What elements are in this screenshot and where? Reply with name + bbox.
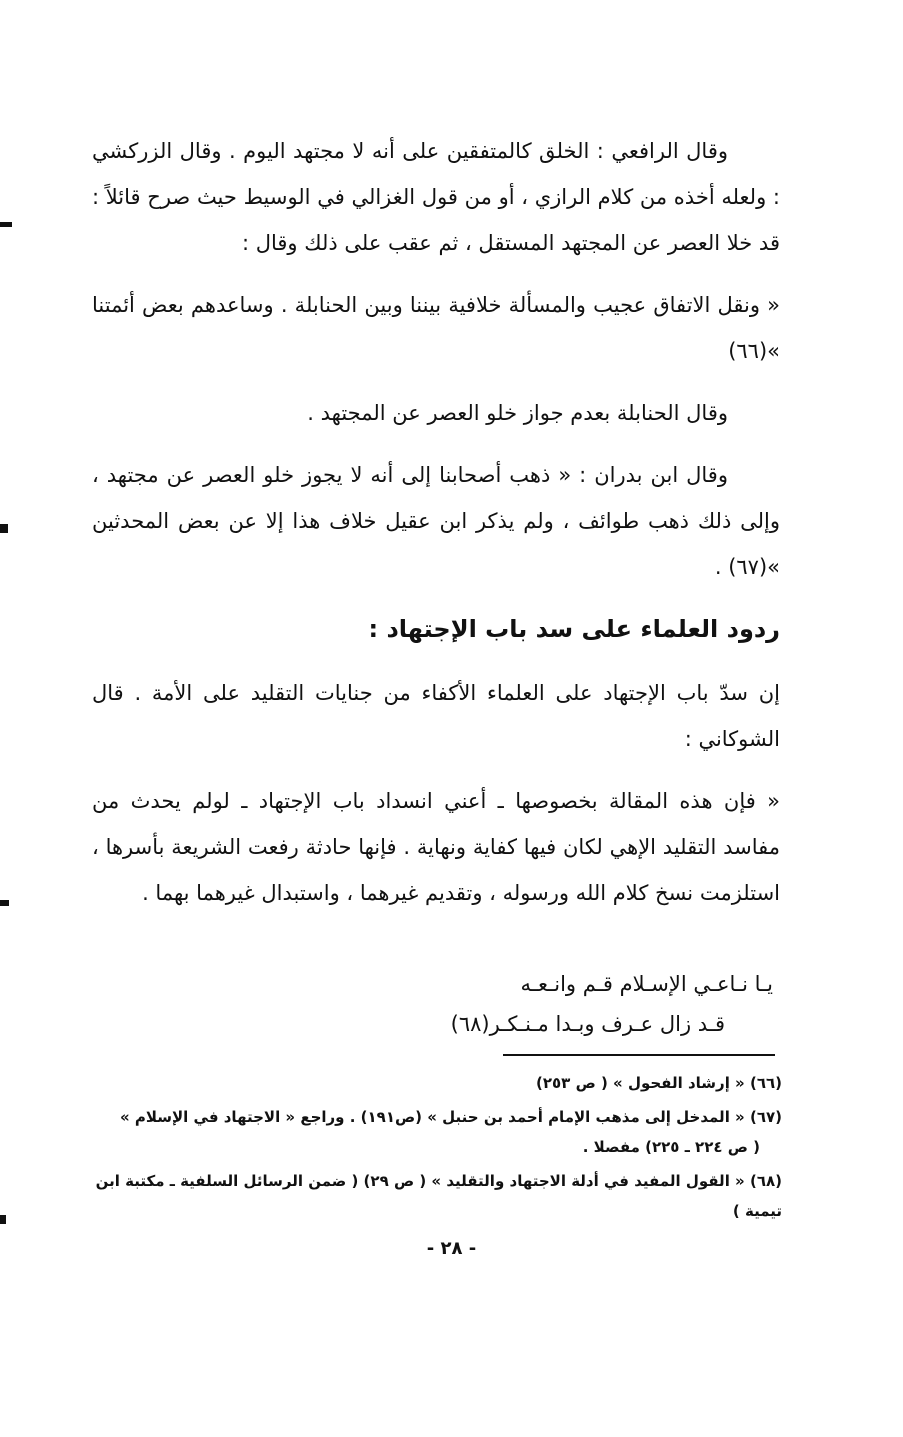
footnote-68: (٦٨) « القول المفيد في أدلة الاجتهاد والتقليد » ( ص ٢٩) ( ضمن الرسائل السلفية ـ مكتبة ابن تيمية ): [95, 1172, 782, 1220]
footnote-67: (٦٧) « المدخل إلى مذهب الإمام أحمد بن حنبل » (ص١٩١) . وراجع « الاجتهاد في الإسلام »: [119, 1108, 782, 1126]
footnote-divider: [503, 1054, 775, 1056]
verse-line-1: يـا نـاعـي الإسـلام قـم وانـعـه: [520, 972, 773, 996]
paragraph-rafii: وقال الرافعي : الخلق كالمتفقين على أنه لا مجتهد اليوم . وقال الزركشي : ولعله أخذه من كلام الرازي ، أو من قول الغزالي في الوسيط حيث صرح قائلاً : قد خلا العصر عن المجتهد المستقل ، ثم عقب على ذلك وقال :: [92, 139, 780, 255]
main-text: [92, 128, 780, 932]
quote-ittifaq: « ونقل الاتفاق عجيب والمسألة خلافية بيننا وبين الحنابلة . وساعدهم بعض أئمتنا »(٦٦): [92, 293, 780, 363]
verse-line-2: قـد زال عـرف وبـدا مـنـكـر(٦٨): [450, 1012, 725, 1036]
paragraph-ibn-badran: وقال ابن بدران : « ذهب أصحابنا إلى أنه لا يجوز خلو العصر عن مجتهد ، وإلى ذلك ذهب طوائف ، ولم يذكر ابن عقيل خلاف هذا إلا عن بعض المحدثين »(٦٧) .: [92, 463, 780, 579]
footnotes: [92, 1068, 782, 1230]
paragraph-hanabila: وقال الحنابلة بعدم جواز خلو العصر عن المجتهد .: [307, 401, 728, 425]
quote-shawkani: « فإن هذه المقالة بخصوصها ـ أعني انسداد باب الإجتهاد ـ لولم يحدث من مفاسد التقليد الإهي لكان فيها كفاية ونهاية . فإنها حادثة رفعت الشريعة بأسرها ، استلزمت نسخ كلام الله ورسوله ، وتقديم غيرهما ، واستبدال غيرهما بهما .: [92, 789, 780, 905]
page-number: - ٢٨ -: [426, 1238, 477, 1259]
scan-edge-mark: [0, 524, 8, 533]
footnote-67-continued: ( ص ٢٢٤ ـ ٢٢٥) مفصلا .: [582, 1138, 760, 1156]
poem-verse: [213, 964, 773, 1044]
footnote-66: (٦٦) « إرشاد الفحول » ( ص ٢٥٣): [536, 1074, 782, 1092]
scan-edge-mark: [0, 222, 12, 227]
paragraph-shawkani-intro: إن سدّ باب الإجتهاد على العلماء الأكفاء من جنايات التقليد على الأمة . قال الشوكاني :: [92, 681, 780, 751]
scan-edge-mark: [0, 1215, 6, 1224]
section-heading: ردود العلماء على سد باب الإجتهاد :: [368, 615, 780, 643]
scan-edge-mark: [0, 900, 9, 906]
